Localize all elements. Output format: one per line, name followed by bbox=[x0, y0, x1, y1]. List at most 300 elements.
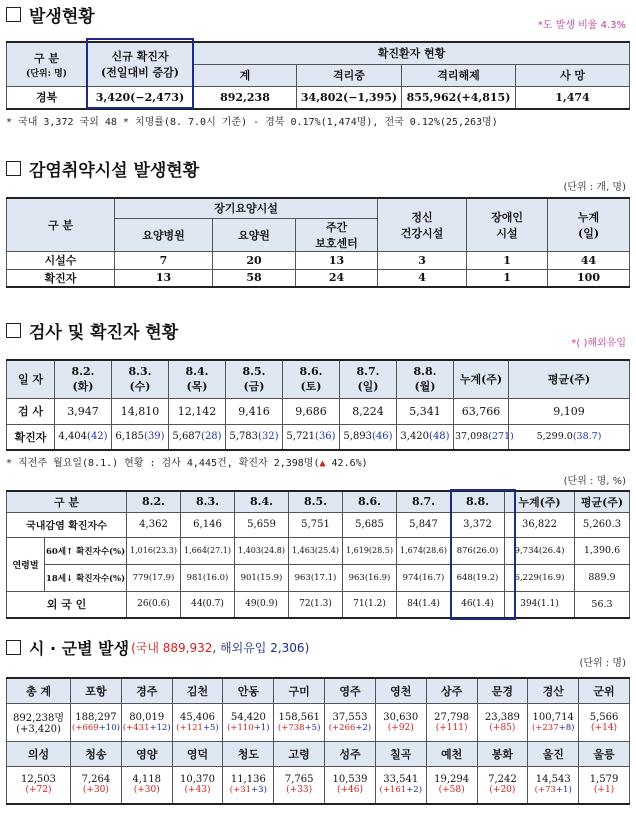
foot-pct: 42.6% bbox=[325, 458, 362, 469]
city-total: 7,765 bbox=[284, 774, 314, 786]
city-total: 33,541 bbox=[383, 774, 419, 786]
cell: 1,390.6 bbox=[575, 537, 630, 564]
section-title-vulnerable bbox=[6, 156, 630, 181]
delta-dom: (+266 bbox=[328, 722, 356, 733]
date-cell bbox=[55, 360, 112, 398]
delta-dom: (+110 bbox=[227, 722, 254, 733]
cell: 963(16.9) bbox=[343, 564, 397, 591]
date-cell bbox=[283, 360, 340, 398]
status-header-death: 사 망 bbox=[516, 64, 630, 86]
cell: 1,016(23.3) bbox=[127, 537, 181, 564]
city-name: 청송 bbox=[71, 741, 122, 766]
date: 8.3. bbox=[128, 364, 152, 378]
city-total: 23,389 bbox=[484, 711, 520, 723]
city-total: 19,294 bbox=[434, 774, 470, 786]
city-name: 의성 bbox=[7, 741, 71, 766]
city-name: 성주 bbox=[325, 741, 376, 766]
row-label: 확진자 bbox=[7, 269, 115, 287]
city-cell bbox=[528, 766, 579, 804]
vuln-header-day bbox=[296, 218, 378, 251]
delta-dom: (+31 bbox=[229, 785, 252, 796]
delta-dom: (+30) bbox=[133, 785, 160, 796]
gubun-label: 구 분 bbox=[33, 51, 60, 65]
cell: 9,734(26.4) bbox=[505, 537, 575, 564]
vuln-row-facilities bbox=[7, 251, 630, 269]
city-total: 27,798 bbox=[434, 711, 470, 723]
cell: 7 bbox=[115, 251, 213, 269]
delta-for: +1) bbox=[555, 785, 572, 796]
row-label: 검 사 bbox=[7, 398, 55, 424]
cities-unit: (단위 : 명) bbox=[579, 658, 626, 669]
tests-header-avg: 평균(주) bbox=[509, 360, 630, 398]
city-total: 10,539 bbox=[332, 774, 368, 786]
cell: 394(1.1) bbox=[505, 591, 575, 618]
city-name: 구미 bbox=[274, 678, 325, 703]
delta-dom: (+1) bbox=[593, 785, 615, 796]
city-total: 4,118 bbox=[132, 774, 162, 786]
cities-title-text: 시 · 군별 발생 bbox=[29, 639, 130, 658]
city-name: 안동 bbox=[223, 678, 274, 703]
city-total: 37,553 bbox=[332, 711, 368, 723]
cell: 44(0.7) bbox=[181, 591, 235, 618]
cell: 6,146 bbox=[181, 512, 235, 537]
cell: 648(19.2) bbox=[451, 564, 505, 591]
delta-dom: (+72) bbox=[25, 785, 52, 796]
cell: 1,664(27.1) bbox=[181, 537, 235, 564]
weekday: (일) bbox=[357, 379, 379, 393]
row-label: 국내감염 확진자수 bbox=[7, 512, 127, 537]
city-delta bbox=[123, 785, 171, 795]
delta-for: +10) bbox=[98, 722, 120, 733]
city-delta bbox=[479, 723, 527, 733]
cell: 3,372 bbox=[451, 512, 505, 537]
city-name: 고령 bbox=[274, 741, 325, 766]
cell: 5,685 bbox=[343, 512, 397, 537]
sub-for: 2,306 bbox=[270, 641, 305, 655]
foreign: (32) bbox=[258, 431, 279, 443]
vuln-row-confirmed bbox=[7, 269, 630, 287]
weekday: (수) bbox=[129, 379, 151, 393]
unit-label: (단위: 명) bbox=[25, 68, 68, 79]
city-delta bbox=[479, 785, 527, 795]
city-total: 80,019 bbox=[129, 711, 165, 723]
cell: 6,229(16.9) bbox=[505, 564, 575, 591]
city-total: 1,579 bbox=[589, 774, 619, 786]
cell bbox=[169, 424, 226, 450]
city-delta bbox=[174, 723, 222, 733]
date: 8.2. bbox=[71, 364, 95, 378]
cell: 5,341 bbox=[397, 398, 454, 424]
status-total: 892,238 bbox=[194, 86, 297, 109]
cell bbox=[454, 424, 514, 450]
cell: 56.3 bbox=[575, 591, 630, 618]
city-cell bbox=[7, 703, 71, 741]
status-header-new bbox=[87, 42, 194, 86]
cell: 84(1.4) bbox=[397, 591, 451, 618]
delta-dom: (+111) bbox=[435, 722, 468, 733]
vuln-header-gubun: 구 분 bbox=[7, 198, 115, 251]
city-cell bbox=[477, 703, 528, 741]
vuln-header-cum bbox=[548, 198, 630, 251]
city-total: 892,238명 bbox=[12, 713, 64, 724]
cell: 1,463(25.4) bbox=[289, 537, 343, 564]
city-cell bbox=[477, 766, 528, 804]
row-label: 60세↑ 확진자수(%) bbox=[45, 537, 127, 564]
city-delta bbox=[326, 723, 374, 733]
cell: 3 bbox=[378, 251, 467, 269]
foreign: (42) bbox=[87, 431, 108, 443]
section-vulnerable bbox=[6, 156, 630, 288]
city-delta bbox=[428, 723, 476, 733]
city-delta bbox=[72, 723, 120, 733]
delta-dom: (+73 bbox=[534, 785, 556, 796]
foot-pre: * 직전주 월요일(8.1.) 현황 : 검사 4,445건, 확진자 2,398명( bbox=[6, 458, 320, 469]
city-total: 7,264 bbox=[81, 774, 111, 786]
city-name: 경주 bbox=[121, 678, 172, 703]
city-cell bbox=[325, 766, 376, 804]
sub-mid: , 해외유입 bbox=[212, 641, 271, 655]
cell bbox=[283, 424, 340, 450]
tests-header-day: 일 자 bbox=[7, 360, 55, 398]
city-cell bbox=[528, 703, 579, 741]
city-cell bbox=[325, 703, 376, 741]
vuln-header-disabled bbox=[467, 198, 548, 251]
num: 5,299.0 bbox=[536, 431, 573, 443]
cell: 889.9 bbox=[575, 564, 630, 591]
breakdown-header-avg: 평균(주) bbox=[575, 491, 630, 512]
weekday: (월) bbox=[414, 379, 436, 393]
city-delta bbox=[428, 785, 476, 795]
city-total: 54,420 bbox=[230, 711, 266, 723]
overseas-note: *( )해외유입 bbox=[571, 338, 626, 349]
city-delta bbox=[580, 723, 628, 733]
cities-subtitle bbox=[131, 639, 309, 656]
checkbox-square-icon bbox=[6, 640, 21, 655]
foreigner-row bbox=[7, 591, 630, 618]
city-name: 문경 bbox=[477, 678, 528, 703]
city-delta bbox=[529, 785, 577, 795]
city-name: 영덕 bbox=[172, 741, 223, 766]
date: 8.8. bbox=[451, 491, 505, 512]
delta-for: +2) bbox=[355, 722, 372, 733]
cell: 779(17.9) bbox=[127, 564, 181, 591]
delta-dom: (+92) bbox=[387, 722, 414, 733]
section-title-tests bbox=[6, 318, 630, 343]
num: 6,185 bbox=[115, 431, 145, 443]
cell bbox=[226, 424, 283, 450]
city-delta bbox=[377, 785, 425, 795]
delta-dom: (+58) bbox=[438, 785, 465, 796]
cell: 13 bbox=[115, 269, 213, 287]
cell: 981(16.0) bbox=[181, 564, 235, 591]
city-cell bbox=[121, 703, 172, 741]
city-name: 영양 bbox=[121, 741, 172, 766]
cell: 36,822 bbox=[505, 512, 575, 537]
city-delta bbox=[123, 723, 171, 733]
tests-row bbox=[7, 398, 630, 424]
section-tests bbox=[6, 318, 630, 469]
vulnerable-table bbox=[6, 197, 630, 288]
city-delta bbox=[72, 785, 120, 795]
city-cell bbox=[71, 703, 122, 741]
city-name: 포항 bbox=[71, 678, 122, 703]
city-delta bbox=[224, 785, 272, 795]
city-name: 청도 bbox=[223, 741, 274, 766]
vuln-header-ltc: 장기요양시설 bbox=[115, 198, 378, 218]
city-delta bbox=[529, 723, 577, 733]
age-18-row bbox=[7, 564, 630, 591]
cell: 24 bbox=[296, 269, 378, 287]
date: 8.7. bbox=[397, 491, 451, 512]
num: 5,721 bbox=[286, 431, 316, 443]
tests-footnote bbox=[6, 454, 630, 469]
cell: 5,659 bbox=[235, 512, 289, 537]
city-name: 울진 bbox=[528, 741, 579, 766]
cell: 72(1.3) bbox=[289, 591, 343, 618]
date: 8.4. bbox=[185, 364, 209, 378]
disabled-label-2: 시설 bbox=[496, 226, 518, 240]
sub-dom: 889,932 bbox=[162, 641, 213, 655]
delta-dom: (+431 bbox=[122, 722, 150, 733]
date-cell bbox=[112, 360, 169, 398]
breakdown-header-row bbox=[7, 491, 630, 512]
city-name: 봉화 bbox=[477, 741, 528, 766]
cell: 13 bbox=[296, 251, 378, 269]
city-cell bbox=[426, 766, 477, 804]
row-label: 18세↓ 확진자수(%) bbox=[45, 564, 127, 591]
status-header-gubun bbox=[7, 42, 87, 86]
cell: 1 bbox=[467, 251, 548, 269]
city-total: 10,370 bbox=[180, 774, 216, 786]
cell: 9,416 bbox=[226, 398, 283, 424]
city-cell bbox=[172, 766, 223, 804]
cell: 974(16.7) bbox=[397, 564, 451, 591]
city-total: 11,136 bbox=[230, 774, 266, 786]
num: 3,420 bbox=[400, 431, 430, 443]
date: 8.4. bbox=[235, 491, 289, 512]
num: 37,098 bbox=[455, 431, 489, 443]
city-cell bbox=[274, 766, 325, 804]
delta-dom: (+161 bbox=[379, 785, 407, 796]
date-cell bbox=[226, 360, 283, 398]
city-total: 12,503 bbox=[21, 774, 56, 786]
section-title-cities bbox=[6, 636, 630, 659]
city-total: 30,630 bbox=[383, 711, 419, 723]
cell: 9,686 bbox=[283, 398, 340, 424]
date-cell bbox=[340, 360, 397, 398]
day-label-2: 보호센터 bbox=[315, 236, 358, 250]
city-total: 5,566 bbox=[589, 711, 619, 723]
row-label: 시설수 bbox=[7, 251, 115, 269]
date: 8.5. bbox=[242, 364, 266, 378]
city-delta bbox=[326, 785, 374, 795]
city-delta bbox=[174, 785, 222, 795]
city-delta bbox=[8, 724, 69, 735]
foreign: (28) bbox=[201, 431, 222, 443]
delta-dom: (+14) bbox=[591, 722, 618, 733]
city-cell bbox=[375, 766, 426, 804]
delta-dom: (+43) bbox=[184, 785, 211, 796]
cell: 63,766 bbox=[454, 398, 509, 424]
date: 8.8. bbox=[413, 364, 437, 378]
city-name: 상주 bbox=[426, 678, 477, 703]
confirmed-row bbox=[7, 424, 630, 450]
num: 5,783 bbox=[229, 431, 259, 443]
delta-for: +5) bbox=[304, 722, 321, 733]
cities-values-row-2 bbox=[7, 766, 630, 804]
city-total: 14,543 bbox=[535, 774, 571, 786]
delta-dom: (+669 bbox=[72, 722, 99, 733]
city-total: 158,561 bbox=[278, 711, 320, 723]
cities-names-row-2 bbox=[7, 741, 630, 766]
city-total: 188,297 bbox=[75, 711, 117, 723]
cum-label-1: 누계 bbox=[577, 210, 600, 224]
cell bbox=[397, 424, 454, 450]
status-iso: 34,802(−1,395) bbox=[297, 86, 402, 109]
cell: 1,674(28.6) bbox=[397, 537, 451, 564]
delta-dom: (+738 bbox=[277, 722, 305, 733]
cell: 49(0.9) bbox=[235, 591, 289, 618]
cities-table bbox=[6, 677, 630, 805]
city-cell bbox=[71, 766, 122, 804]
status-header-group: 확진환자 현황 bbox=[194, 42, 630, 64]
cell: 4,362 bbox=[127, 512, 181, 537]
foreign: (271) bbox=[488, 431, 514, 443]
city-name: 경산 bbox=[528, 678, 579, 703]
date: 8.5. bbox=[289, 491, 343, 512]
delta-for: +5) bbox=[202, 722, 219, 733]
num: 5,687 bbox=[172, 431, 202, 443]
delta-dom: (+237 bbox=[531, 722, 559, 733]
city-cell bbox=[223, 766, 274, 804]
city-name: 총 계 bbox=[7, 678, 71, 703]
city-cell bbox=[579, 703, 630, 741]
cell: 100 bbox=[548, 269, 630, 287]
section-breakdown bbox=[6, 472, 630, 619]
foreign: (48) bbox=[429, 431, 450, 443]
new-label: 신규 확진자 bbox=[111, 50, 169, 64]
foreign: (39) bbox=[144, 431, 165, 443]
breakdown-header-gubun: 구 분 bbox=[7, 491, 127, 512]
foreign: (36) bbox=[315, 431, 336, 443]
city-delta bbox=[275, 785, 323, 795]
mental-label-2: 건강시설 bbox=[400, 226, 444, 240]
status-header-rel: 격리해제 bbox=[402, 64, 516, 86]
cell: 1,619(28.5) bbox=[343, 537, 397, 564]
cell: 5,260.3 bbox=[575, 512, 630, 537]
row-label: 외 국 인 bbox=[7, 591, 127, 618]
cell: 12,142 bbox=[169, 398, 226, 424]
city-delta bbox=[224, 723, 272, 733]
date: 8.2. bbox=[127, 491, 181, 512]
delta-dom: (+46) bbox=[336, 785, 363, 796]
disabled-label-1: 장애인 bbox=[491, 210, 523, 224]
cell: 876(26.0) bbox=[451, 537, 505, 564]
city-cell bbox=[121, 766, 172, 804]
cell: 1,403(24.8) bbox=[235, 537, 289, 564]
city-delta bbox=[8, 785, 69, 795]
city-name: 칠곡 bbox=[375, 741, 426, 766]
cell: 20 bbox=[213, 251, 296, 269]
triangle-up-icon: ▲ bbox=[319, 458, 326, 469]
cell: 8,224 bbox=[340, 398, 397, 424]
weekday: (화) bbox=[72, 379, 94, 393]
num: 5,893 bbox=[343, 431, 373, 443]
date-cell bbox=[397, 360, 454, 398]
city-name: 군위 bbox=[579, 678, 630, 703]
breakdown-table bbox=[6, 490, 630, 619]
foreign: (38.7) bbox=[572, 431, 602, 443]
delta-dom: (+85) bbox=[489, 722, 516, 733]
cell: 901(15.9) bbox=[235, 564, 289, 591]
vuln-header-home: 요양원 bbox=[213, 218, 296, 251]
cell: 963(17.1) bbox=[289, 564, 343, 591]
cell: 5,847 bbox=[397, 512, 451, 537]
city-cell bbox=[426, 703, 477, 741]
delta-for: +2) bbox=[406, 785, 423, 796]
delta-dom: (+33) bbox=[286, 785, 313, 796]
checkbox-square-icon bbox=[6, 161, 21, 176]
tests-title-text: 검사 및 확진자 현황 bbox=[29, 323, 179, 343]
sub-pre: (국내 bbox=[131, 641, 163, 655]
weekday: (목) bbox=[186, 379, 208, 393]
cum-label-2: (일) bbox=[577, 226, 600, 240]
cell bbox=[112, 424, 169, 450]
cell: 46(1.4) bbox=[451, 591, 505, 618]
delta-for: +12) bbox=[149, 722, 171, 733]
cell: 4 bbox=[378, 269, 467, 287]
cell bbox=[55, 424, 112, 450]
section-cities bbox=[6, 636, 630, 805]
city-cell bbox=[172, 703, 223, 741]
date: 8.7. bbox=[356, 364, 380, 378]
city-delta bbox=[580, 785, 628, 795]
num: 4,404 bbox=[58, 431, 88, 443]
weekday: (금) bbox=[243, 379, 265, 393]
city-cell bbox=[223, 703, 274, 741]
vuln-header-hosp: 요양병원 bbox=[115, 218, 213, 251]
status-header-iso: 격리중 bbox=[297, 64, 402, 86]
vulnerable-unit: (단위 : 개, 명) bbox=[563, 182, 626, 193]
cell bbox=[509, 424, 630, 450]
breakdown-unit: (단위 : 명, %) bbox=[563, 476, 626, 487]
status-footnote: * 국내 3,372 국외 48 * 치명률(8. 7.0시 기준) - 경북 0.17%(1,474명), 전국 0.12%(25,263명) bbox=[6, 117, 498, 128]
cell: 58 bbox=[213, 269, 296, 287]
breakdown-header-cum: 누계(주) bbox=[505, 491, 575, 512]
delta-dom: (+121 bbox=[176, 722, 203, 733]
vulnerable-title-text: 감염취약시설 발생현황 bbox=[29, 161, 200, 181]
tests-header-row bbox=[7, 360, 630, 398]
row-label: 확진자 bbox=[7, 424, 55, 450]
status-new: 3,420(−2,473) bbox=[87, 86, 194, 109]
delta-dom: (+30) bbox=[82, 785, 109, 796]
status-region: 경북 bbox=[7, 86, 87, 109]
cell: 71(1.2) bbox=[343, 591, 397, 618]
city-delta bbox=[377, 723, 425, 733]
mental-label-1: 정신 bbox=[411, 210, 433, 224]
delta-dom: (+3,420) bbox=[16, 724, 61, 735]
city-cell bbox=[7, 766, 71, 804]
section-status bbox=[6, 2, 630, 128]
delta-for: +3) bbox=[251, 785, 267, 796]
age-60-row bbox=[7, 537, 630, 564]
city-total: 45,406 bbox=[180, 711, 216, 723]
checkbox-square-icon bbox=[6, 7, 21, 22]
domestic-row bbox=[7, 512, 630, 537]
city-total: 7,242 bbox=[488, 774, 517, 786]
status-rel: 855,962(+4,815) bbox=[402, 86, 516, 109]
vuln-header-mental bbox=[378, 198, 467, 251]
